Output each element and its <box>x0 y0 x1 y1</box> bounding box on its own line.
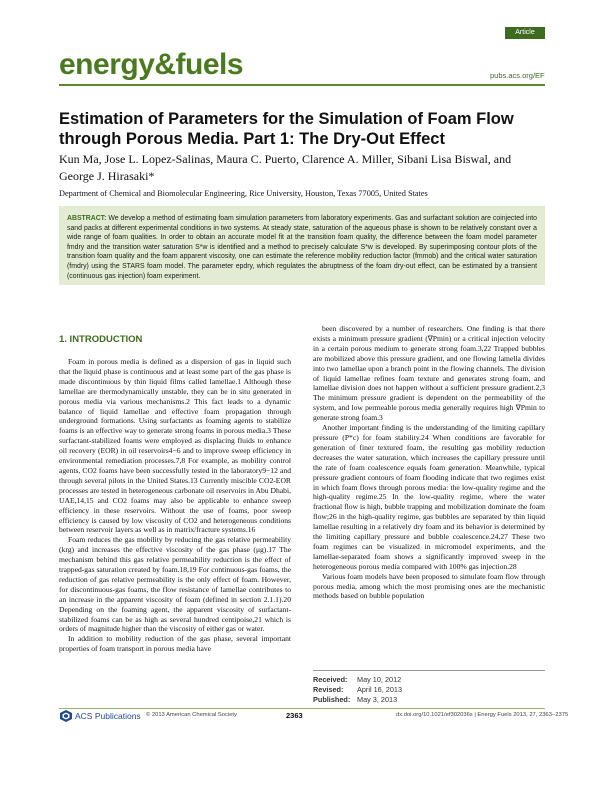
page-number: 2363 <box>286 711 303 720</box>
date-label: Published: <box>313 695 351 704</box>
date-published <box>313 695 545 705</box>
abstract-text: We develop a method of estimating foam simulation parameters from laboratory experiments. Gas and surfactant solution are coinjected into sand packs at different experimental conditions in two systems. At steady state, saturation of the aqueous phase is shown to be relatively constant over a wide range of foam qualities. In order to obtain an accurate model fit at the transition foam quality, the difference between the foam model parameter fmdry and the transition water saturation S*w is identified and a method to precisely calculate S*w is developed. By superimposing contour plots of the transition foam quality and the foam apparent viscosity, one can estimate the reference mobility reduction factor (fmmob) and the critical water saturation (fmdry) using the STARS foam model. The parameter epdry, which regulates the abruptness of the foam dry-out effect, can be estimated by a transient (continuous gas injection) foam experiment. <box>67 215 537 280</box>
body-paragraph: In addition to mobility reduction of the gas phase, several important properties of foam transport in porous media have <box>59 634 291 654</box>
date-value: May 10, 2012 <box>357 675 402 684</box>
journal-url[interactable]: pubs.acs.org/EF <box>490 71 545 80</box>
date-value: May 3, 2013 <box>357 695 398 704</box>
body-paragraph: Foam in porous media is defined as a dispersion of gas in liquid such that the liquid phase is continuous and at least some part of the gas phase is made discontinuous by thin liquid films called lamellae.1 Although these lamellae are thermodynamically unstable, they can be in situ generated in porous media via various mechanisms.2 This fact leads to a dynamic balance of liquid lamellae and effective foam propagation through underground formations. Using surfactants as foaming agents to stabilize foams is an effective way to generate strong foams in porous media.3 These surfactant-stabilized foams were employed as displacing fluids to enhance oil recovery (EOR) in oil reservoirs4−6 and to improve sweep efficiency in environmental remediation processes.7,8 For example, as mobility control agents, CO2 foams have been successfully tested in the laboratory9−12 and through several pilots in the United States.13 Currently miscible CO2-EOR processes are tested in heterogeneous carbonate oil reservoirs in Abu Dhabi, UAE,14,15 and CO2 foams may also be applicable to enhance sweep efficiency in these reservoirs. Without the use of foams, poor sweep efficiency is caused by low viscosity of CO2 and heterogeneous conditions between reservoir layers as well as in matrix/fracture systems.16 <box>59 357 291 535</box>
body-paragraph: Another important finding is the understanding of the limiting capillary pressure (P*c) for foam stability.24 When conditions are favorable for generation of finer textured foam, the resulting gas mobility reduction decreases the water saturation, which increases the capillary pressure until the rate of foam coalescence equals foam generation. Meanwhile, typical pressure gradient contours of foam flooding indicate that two regimes exist in which foam flows through porous media: the low-quality regime and the high-quality regime.25 In the low-quality regime, where the water fractional flow is high, bubble trapping and mobilization dominate the foam flow;26 in the high-quality regime, gas bubbles are separated by thin liquid lamellae resulting in a relatively dry foam and its behavior is determined by the limiting capillary pressure and bubble coalescence.24,27 These two foam regimes can be visualized in micromodel experiments, and the lamellae-separated foam shows a significantly improved sweep in the heterogeneous porous media compared with 100% gas injection.28 <box>313 423 545 571</box>
author-list: Kun Ma, Jose L. Lopez-Salinas, Maura C. Puerto, Clarence A. Miller, Sibani Lisa Biswal, and George J. Hirasaki* <box>59 152 512 183</box>
acs-publications-logo[interactable] <box>60 710 141 722</box>
abstract-label: ABSTRACT: <box>67 215 107 222</box>
body-paragraph: been discovered by a number of researchers. One finding is that there exists a minimum pressure gradient (∇Pmin) or a critical injection velocity in a certain porous medium to generate strong foam.3,22 Trapped bubbles are mobilized above this pressure gradient, and one flowing lamella divides into two lamellae upon a branch point in the flowing channels. The division of liquid lamellae refines foam texture and generates strong foam, and lamellae division does not happen without a sufficient pressure gradient.2,3 The minimum pressure gradient is dependent on the permeability of the system, and low permeable porous media generally requires high ∇Pmin to generate strong foam.3 <box>313 324 545 423</box>
article-type-badge: Article <box>505 27 545 39</box>
date-revised <box>313 685 545 695</box>
date-label: Revised: <box>313 685 344 694</box>
acs-logo-icon <box>60 710 72 722</box>
body-paragraph: Various foam models have been proposed to simulate foam flow through porous media, among which the most promising ones are the mechanistic methods based on bubble population <box>313 571 545 601</box>
header-divider <box>59 84 545 86</box>
publication-dates <box>313 670 545 705</box>
journal-logo: energy&fuels <box>59 48 244 81</box>
date-label: Received: <box>313 675 348 684</box>
section-heading-introduction: 1. INTRODUCTION <box>59 334 143 345</box>
publisher-name: ACS Publications <box>75 711 141 721</box>
affiliation: Department of Chemical and Biomolecular Engineering, Rice University, Houston, Texas 77005, United States <box>59 189 428 198</box>
copyright-notice: © 2013 American Chemical Society <box>146 712 237 718</box>
right-column <box>313 324 545 601</box>
date-received <box>313 675 545 685</box>
footer-divider <box>59 708 545 709</box>
left-column <box>59 357 291 654</box>
citation-doi[interactable]: dx.doi.org/10.1021/ef302036s | Energy Fuels 2013, 27, 2363−2375 <box>396 712 569 718</box>
body-paragraph: Foam reduces the gas mobility by reducing the gas relative permeability (krg) and increases the effective viscosity of the gas phase (μg).17 The mechanism behind this gas relative permeability reduction is the effect of trapped-gas saturation created by foam.18,19 For continuous-gas foams, the reduction of gas relative permeability is the only effect of foam. However, for discontinuous-gas foams, the flow resistance of lamellae contributes to an increase in the apparent viscosity of foam (defined in section 2.1.1).20 Depending on the foaming agent, the apparent viscosity of surfactant-stabilized foams can be as high as several hundred centipoise,21 which is orders of magnitude higher than the viscosity of either gas or water. <box>59 535 291 634</box>
abstract-box <box>59 206 545 285</box>
date-value: April 16, 2013 <box>357 685 403 694</box>
article-title: Estimation of Parameters for the Simulation of Foam Flow through Porous Media. Part 1: The Dry-Out Effect <box>59 110 514 148</box>
